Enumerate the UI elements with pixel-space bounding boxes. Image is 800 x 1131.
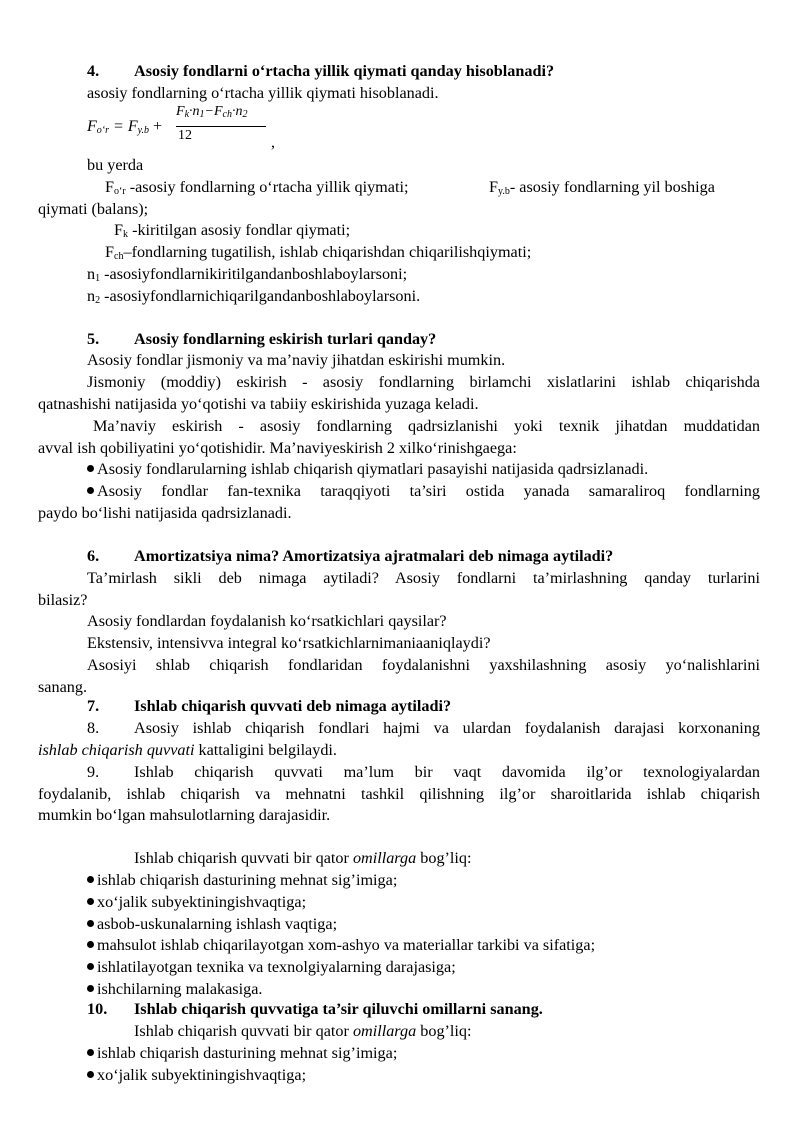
paragraph: ishlab chiqarish quvvati kattaligini belgilaydi. [38, 741, 337, 759]
formula-denominator: 12 [178, 128, 192, 143]
paragraph: Ta’mirlash sikli deb nimaga aytiladi? Asosiy fondlarni ta’mirlashning qanday turlarini [87, 569, 760, 587]
list-item: ishlatilayotgan texnika va texnolgiyalarning darajasiga; [87, 957, 456, 977]
question-title: Asosiy fondlarni o‘rtacha yillik qiymati qanday hisoblanadi? [134, 62, 555, 80]
bullet-icon [87, 898, 94, 905]
definition-line: $F_k$ -kiritilgan asosiy fondlar qiymati; [114, 221, 351, 240]
paragraph: foydalanib, ishlab chiqarish va mehnatni tashkil qilishning ilg’or sharoitlarida ishlab chiqarish [38, 785, 760, 803]
list-item: xo‘jalik subyektiningishvaqtiga; [87, 1065, 306, 1085]
definition-line: $F_{o‘r}$ -asosiy fondlarning o‘rtacha yillik qiymati; $F_{y.b}-$ asosiy fondlarning yil boshiga [105, 178, 715, 197]
item-number: 8. [87, 719, 100, 737]
question-number: 7. [87, 697, 100, 715]
paragraph: bu yerda [87, 156, 144, 174]
question-number: 6. [87, 547, 100, 565]
bullet-icon [87, 963, 94, 970]
question-title: Ishlab chiqarish quvvatiga ta’sir qiluvchi omillarni sanang. [134, 1000, 543, 1018]
list-item: xo‘jalik subyektiningishvaqtiga; [87, 892, 306, 912]
list-item-continuation: paydo bo‘lishi natijasida qadrsizlanadi. [38, 504, 292, 522]
paragraph: qatnashishi natijasida yo‘qotishi va tabiiy eskirishida yuzaga keladi. [38, 395, 479, 413]
list-item: Asosiy fondlarulаrning ishlab chiqarish qiymatlari pasayishi natijasida qadrsizlanadi. [87, 459, 648, 479]
question-10-heading [87, 999, 543, 1019]
paragraph: mumkin bo‘lgan mahsulotlarning darajasidir. [38, 806, 331, 824]
paragraph: sanang. [38, 678, 87, 696]
bullet-icon [87, 1071, 94, 1078]
definition-line: $n_2$ -asosiyfondlarnichiqarilgandanboshlaboylarsoni. [87, 287, 421, 306]
formula-left-side: $F_{o‘r} = F_{y.b}$ + [87, 118, 163, 136]
list-item: mahsulot ishlab chiqarilayotgan xom-ashyo va materiallar tarkibi va sifatiga; [87, 935, 595, 955]
question-5-heading [87, 329, 436, 349]
paragraph: Ekstensiv, intensivva integral ko‘rsatkichlarnimaniaaniqlaydi? [87, 634, 491, 652]
numbered-paragraph-8: 8. Asosiy ishlab chiqarish fondlari hajmi va ulardan foydalanish darajasi korxonaning [87, 719, 760, 737]
formula-numerator: $F_k\cdot n_1-F_{ch}\cdot n_2$ [176, 104, 248, 120]
paragraph: Ma’naviy eskirish - asosiy fondlarning qadrsizlanishi yoki texnik jihatdan muddatidan [93, 417, 760, 435]
list-lead: Ishlab chiqarish quvvati bir qator omillarga bog’liq: [134, 849, 472, 867]
paragraph: bilasiz? [38, 591, 88, 609]
question-number: 10. [87, 1000, 108, 1018]
definition-line: qiymati (balans); [38, 200, 149, 218]
question-number: 5. [87, 330, 100, 348]
bullet-icon [87, 1049, 94, 1056]
list-lead: Ishlab chiqarish quvvati bir qator omillarga bog’liq: [134, 1022, 472, 1040]
bullet-icon [87, 487, 94, 494]
list-item: ishlab chiqarish dasturining mehnat sig’imiga; [87, 1043, 397, 1063]
bullet-icon [87, 941, 94, 948]
list-item: Asosiy fondlar fan-texnika taraqqiyoti ta’siri ostida yanada samaraliroq fondlarning [87, 481, 760, 501]
formula-comma: , [271, 134, 275, 151]
paragraph: asosiy fondlarning o‘rtacha yillik qiymati hisoblanadi. [87, 84, 439, 102]
question-6-heading [87, 546, 613, 566]
paragraph: Jismoniy (moddiy) eskirish - asosiy fondlarning birlamchi xislatlarini ishlab chiqarishda [87, 373, 760, 391]
definition-line: $n_1$ -asosiyfondlarnikiritilgandanboshlaboylarsoni; [87, 265, 408, 284]
question-title: Ishlab chiqarish quvvati deb nimaga aytiladi? [134, 697, 452, 715]
paragraph: Asosiy fondlardan foydalanish ko‘rsatkichlari qaysilar? [87, 612, 447, 630]
question-number: 4. [87, 62, 100, 80]
bullet-icon [87, 876, 94, 883]
list-item: asbob-uskunalarning ishlash vaqtiga; [87, 914, 337, 934]
paragraph: avval ish qobiliyatini yo‘qotishidir. Ma’naviyeskirish 2 xilko‘rinishgaega: [38, 439, 517, 457]
bullet-icon [87, 920, 94, 927]
question-title: Asosiy fondlarning eskirish turlari qanday? [134, 330, 437, 348]
item-number: 9. [87, 763, 100, 781]
bullet-icon [87, 465, 94, 472]
question-7-heading [87, 696, 451, 716]
definition-line: $F_{ch}$–fondlarning tugatilish, ishlab chiqarishdan chiqarilishqiymati; [105, 243, 532, 262]
fraction-bar [176, 126, 266, 127]
average-value-formula [87, 104, 307, 156]
paragraph: Asosiy fondlar jismoniy va ma’naviy jihatdan eskirishi mumkin. [87, 351, 506, 369]
question-4-heading [87, 61, 554, 81]
list-item: ishchilarning malakasiga. [87, 979, 262, 999]
numbered-paragraph-9: 9. Ishlab chiqarish quvvati ma’lum bir vaqt davomida ilg’or texnologiyalardan [87, 763, 760, 781]
paragraph: Asosiyi shlab chiqarish fondlaridan foydalanishni yaxshilashning asosiy yo‘nalishlarini [87, 656, 760, 674]
question-title: Amortizatsiya nima? Amortizatsiya ajratmalari deb nimaga aytiladi? [134, 547, 614, 565]
list-item: ishlab chiqarish dasturining mehnat sig’imiga; [87, 870, 397, 890]
bullet-icon [87, 985, 94, 992]
